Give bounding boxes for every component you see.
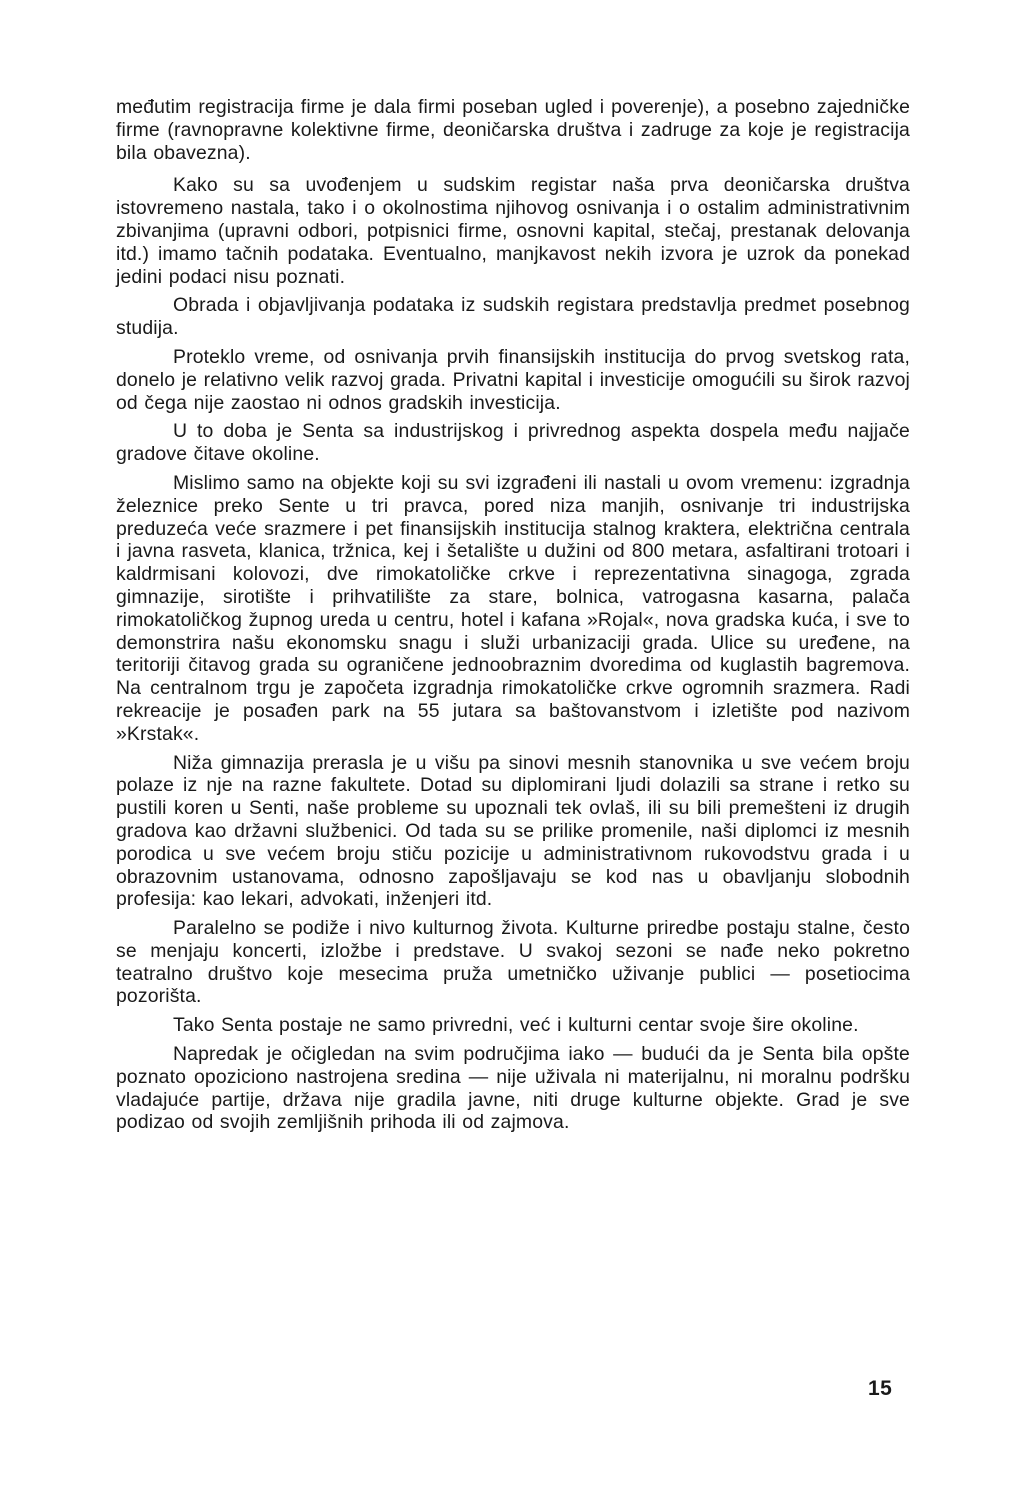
- paragraph-7: Niža gimnazija prerasla je u višu pa sinovi mesnih stanovnika u sve većem broju polaze iz nje na razne fakultete. Dotad su diplomirani ljudi dolazili sa strane i retko su pustili koren u Senti, naše probleme su upoznali tek ovlaš, ili su bili premešteni iz drugih gradova kao državni službenici. Od tada su se prilike promenile, naši diplomci iz mesnih porodica u sve većem broju stiču pozicije u administrativnom rukovodstvu grada i u obrazovnim ustanovama, odnosno zapošljavaju se kod nas u obavljanju slobodnih profesija: kao lekari, advokati, inženjeri itd.: [116, 751, 910, 911]
- paragraph-9: Tako Senta postaje ne samo privredni, već i kulturni centar svoje šire okoline.: [173, 1014, 859, 1037]
- paragraph-3: Obrada i objavljivanja podataka iz sudskih registara predstavlja predmet posebnog studija.: [116, 294, 910, 340]
- paragraph-8: Paralelno se podiže i nivo kulturnog života. Kulturne priredbe postaju stalne, često se menjaju koncerti, izložbe i predstave. U svakoj sezoni se nađe neko pokretno teatralno društvo koje mesecima pruža umetničko uživanje publici — posetiocima pozorišta.: [116, 917, 910, 1008]
- paragraph-2: Kako su sa uvođenjem u sudskim registar naša prva deoničarska društva istovremeno nastala, tako i o okolnostima njihovog osnivanja i o ostalim administrativnim zbivanjima (upravni odbori, potpisnici firme, osnovni kapital, stečaj, prestanak delovanja itd.) imamo tačnih podataka. Eventualno, manjkavost nekih izvora je uzrok da ponekad jedini podaci nisu poznati.: [116, 174, 910, 288]
- paragraph-6: Mislimo samo na objekte koji su svi izgrađeni ili nastali u ovom vremenu: izgradnja železnice preko Sente u tri pravca, pored niza manjih, osnivanje tri industrijska preduzeća veće srazmere i pet finansijskih institucija stalnog kraktera, električna centrala i javna rasveta, klanica, tržnica, kej i šetalište u dužini od 800 metara, asfaltirani trotoari i kaldrmisani kolovozi, dve rimokatoličke crkve i reprezentativna sinagoga, zgrada gimnazije, sirotište i prihvatilište za stare, bolnica, vatrogasna kasarna, palača rimokatoličkog župnog ureda u centru, hotel i kafana »Rojal«, nova gradska kuća, i sve to demonstrira našu ekonomsku snagu i služi urbanizaciji grada. Ulice su uređene, na teritoriji čitavog grada su ograničene jednoobraznim dvoredima od kuglastih bagremova. Na centralnom trgu je započeta izgradnja rimokatoličke crkve ogromnih srazmera. Radi rekreacije je posađen park na 55 jutara sa baštovanstvom i izletište pod nazivom »Krstak«.: [116, 471, 910, 745]
- paragraph-4: Proteklo vreme, od osnivanja prvih finansijskih institucija do prvog svetskog rata, donelo je relativno velik razvoj grada. Privatni kapital i investicije omogućili su širok razvoj od čega nije zaostao ni odnos gradskih investicija.: [116, 345, 910, 414]
- paragraph-5: U to doba je Senta sa industrijskog i privrednog aspekta dospela među najjače gradove čitave okoline.: [116, 420, 910, 466]
- paragraph-1: međutim registracija firme je dala firmi poseban ugled i poverenje), a posebno zajedničke firme (ravnopravne kolektivne firme, deoničarska društva i zadruge za koje je registracija bila obavezna).: [116, 96, 910, 164]
- page-body: [116, 96, 910, 1140]
- paragraph-10: Napredak je očigledan na svim područjima iako — budući da je Senta bila opšte poznato opoziciono nastrojena sredina — nije uživala ni materijalnu, ni moralnu podršku vladajuće partije, država nije gradila javne, niti druge kulturne objekte. Grad je sve podizao od svojih zemljišnih prihoda ili od zajmova.: [116, 1043, 910, 1134]
- page-number: 15: [868, 1377, 893, 1400]
